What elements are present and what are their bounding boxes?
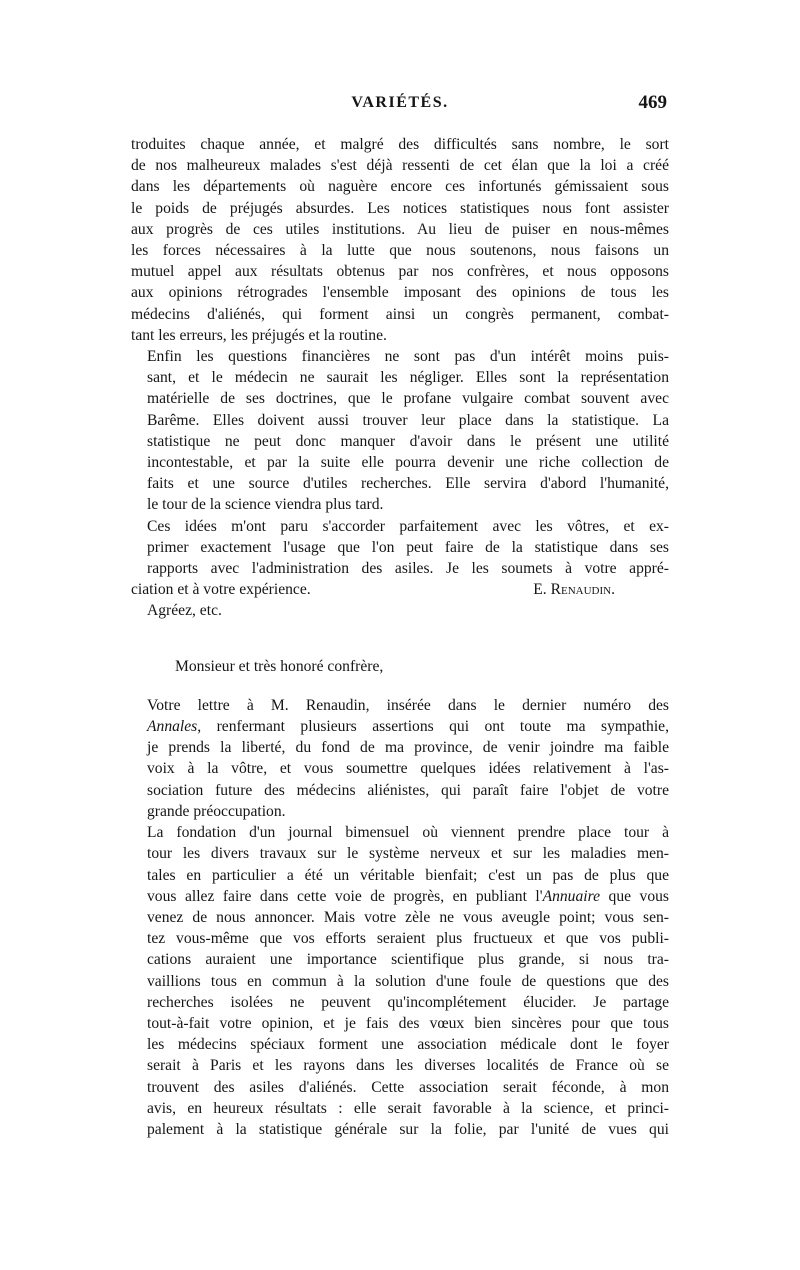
text-line: les médecins spéciaux forment une association médicale dont le foyer <box>147 1036 669 1054</box>
text-line: statistique ne peut donc manquer d'avoir dans le présent une utilité <box>147 432 669 450</box>
text-line: trouvent des asiles d'aliénés. Cette association serait féconde, à mon <box>147 1078 669 1096</box>
text-line: grande préoccupation. <box>147 802 286 820</box>
text-line: de nos malheureux malades s'est déjà ressenti de cet élan que la loi a créé <box>131 157 669 175</box>
text-line: sant, et le médecin ne saurait les négliger. Elles sont la représentation <box>147 369 669 387</box>
signature-name: Renaudin. <box>550 581 615 599</box>
text-line: voix à la vôtre, et vous soumettre quelques idées relativement à l'as- <box>147 760 669 778</box>
text-line: serait à Paris et les rayons dans les diverses localités de France où se <box>147 1057 669 1075</box>
text-line: je prends la liberté, du fond de ma province, de venir joindre ma faible <box>147 739 669 757</box>
letter-paragraph-1 <box>131 695 669 822</box>
text-line: tout-à-fait votre opinion, et je fais des vœux bien sincères pour que tous <box>147 1014 669 1032</box>
text-line: La fondation d'un journal bimensuel où viennent prendre place tour à <box>147 824 669 842</box>
text-segment: que vous <box>600 887 669 905</box>
text-line: incontestable, et par la suite elle pourra devenir une riche collection de <box>147 454 669 472</box>
journal-title-annales: Annales <box>147 718 198 736</box>
text-line: rapports avec l'administration des asiles. Je les soumets à votre appré- <box>147 560 669 578</box>
text-line: recherches isolées ne peuvent qu'incomplétement élucider. Je partage <box>147 993 669 1011</box>
text-line: matérielle de ses doctrines, que le profane vulgaire combat souvent avec <box>147 390 669 408</box>
text-line: aux progrès de ces utiles institutions. Au lieu de puiser en nous-mêmes <box>131 220 669 238</box>
text-line: Ces idées m'ont paru s'accorder parfaitement avec les vôtres, et ex- <box>147 517 669 535</box>
text-line: troduites chaque année, et malgré des difficultés sans nombre, le sort <box>131 136 669 153</box>
page-number: 469 <box>638 92 667 113</box>
text-line: tour les divers travaux sur le système nerveux et sur les maladies men- <box>147 845 669 863</box>
text-line: Votre lettre à M. Renaudin, insérée dans le dernier numéro des <box>147 696 669 714</box>
text-line: le tour de la science viendra plus tard. <box>147 496 384 514</box>
paragraph-2 <box>131 346 669 516</box>
letter-paragraph-2 <box>131 822 669 1140</box>
text-line: dans les départements où naguère encore ces infortunés gémissaient sous <box>131 178 669 196</box>
running-header <box>131 92 669 118</box>
text-line <box>131 716 669 737</box>
book-page <box>131 92 669 1140</box>
text-line: mutuel appel aux résultats obtenus par nos confrères, et nous opposons <box>131 263 669 281</box>
signature <box>533 579 669 600</box>
text-line: primer exactement l'usage que l'on peut faire de la statistique dans ses <box>147 538 669 556</box>
closing-formula: Agréez, etc. <box>147 602 222 620</box>
text-segment: , renfermant plusieurs assertions qui ont toute ma sympathie, <box>197 718 669 736</box>
text-line: avis, en heureux résultats : elle serait favorable à la science, et princi- <box>147 1099 669 1117</box>
text-line: palement à la statistique générale sur la folie, par l'unité de vues qui <box>147 1120 669 1138</box>
text-line: les forces nécessaires à la lutte que nous soutenons, nous faisons un <box>131 242 669 260</box>
text-line: cations auraient une importance scientifique plus grande, si nous tra- <box>147 951 669 969</box>
paragraph-1 <box>131 134 669 346</box>
text-line: tez vous-même que vos efforts seraient plus fructueux et que vos publi- <box>147 930 669 948</box>
text-line <box>131 886 669 907</box>
text-line: aux opinions rétrogrades l'ensemble imposant des opinions de tous les <box>131 284 669 302</box>
text-line: venez de nous annoncer. Mais votre zèle ne vous aveugle point; vous sen- <box>147 908 669 926</box>
text-line: Barême. Elles doivent aussi trouver leur place dans la statistique. La <box>147 411 669 429</box>
text-line: Enfin les questions financières ne sont pas d'un intérêt moins puis- <box>147 348 669 366</box>
text-line: tant les erreurs, les préjugés et la routine. <box>131 326 387 344</box>
letter-salutation: Monsieur et très honoré confrère, <box>175 657 384 675</box>
text-line: faits et une source d'utiles recherches. Elle servira d'abord l'humanité, <box>147 475 669 493</box>
text-line: sociation future des médecins aliénistes, qui paraît faire l'objet de votre <box>147 781 669 799</box>
running-title: VARIÉTÉS. <box>351 94 449 111</box>
paragraph-3 <box>131 516 669 580</box>
text-line: médecins d'aliénés, qui forment ainsi un congrès permanent, combat- <box>131 305 669 323</box>
text-line: vaillions tous en commun à la solution d'une foule de questions que des <box>147 972 669 990</box>
signature-line-text: ciation et à votre expérience. <box>131 581 311 599</box>
text-segment: vous allez faire dans cette voie de progrès, en publiant l' <box>147 887 543 905</box>
text-line: le poids de préjugés absurdes. Les notices statistiques nous font assister <box>131 199 669 217</box>
signature-line <box>131 579 669 600</box>
signature-initial: E. <box>533 581 547 599</box>
journal-title-annuaire: Annuaire <box>542 887 601 905</box>
text-line: tales en particulier a été un véritable bienfait; c'est un pas de plus que <box>147 866 669 884</box>
